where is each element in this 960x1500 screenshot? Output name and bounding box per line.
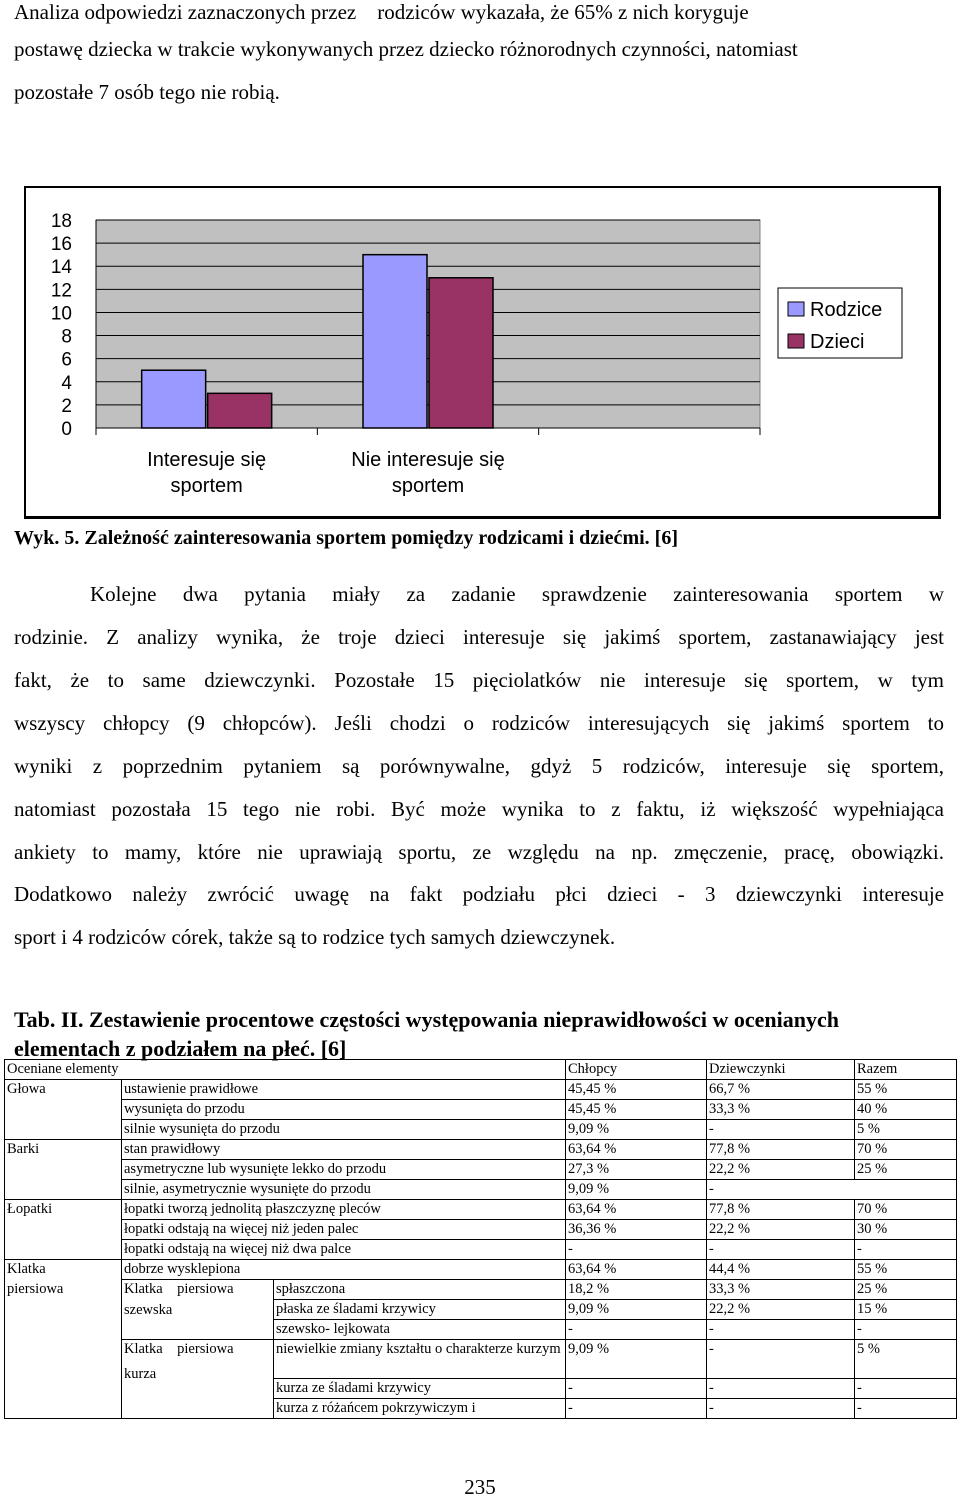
table-row [5,1080,957,1100]
row-desc: wysunięta do przodu [122,1100,566,1120]
row-girls: 22,2 % [707,1160,855,1180]
row-girls: 77,8 % [707,1200,855,1220]
header-total: Razem [855,1060,957,1080]
body-line: ankiety to mamy, które nie uprawiają sportu, ze względu na np. zmęczenie, pracę, obowiązki. [14,840,944,864]
y-tick-label: 10 [50,303,72,325]
row-boys: - [566,1379,707,1399]
table-title [14,1005,944,1063]
intro-line-1 [14,0,944,25]
subgroup-pigeon-line-2: kurza [124,1366,157,1382]
intro-line-2: postawę dziecka w trakcie wykonywanych przez dziecko różnorodnych czynności, natomiast [14,37,798,61]
row-total: 25 % [855,1160,957,1180]
row-boys: - [566,1399,707,1419]
row-boys: 36,36 % [566,1220,707,1240]
x-category-label: sportem [170,475,243,497]
row-boys: 9,09 % [566,1340,707,1379]
body-line: Dodatkowo należy zwrócić uwagę na fakt podziału płci dzieci - 3 dziewczynki interesuje [14,882,944,906]
row-boys: 45,45 % [566,1100,707,1120]
y-tick-label: 4 [61,372,72,394]
row-desc: asymetryczne lub wysunięte lekko do przodu [122,1160,566,1180]
y-tick-label: 14 [50,257,72,279]
bar-rodzice [142,370,206,428]
body-line: wszyscy chłopcy (9 chłopców). Jeśli chodzi o rodziców interesujących się jakimś sportem to [14,711,944,735]
header-elements: Oceniane elementy [5,1060,566,1080]
row-desc: ustawienie prawidłowe [122,1080,566,1100]
page-number: 235 [464,1475,496,1499]
row-girls: 22,2 % [707,1300,855,1320]
intro-line-1-part-a: Analiza odpowiedzi zaznaczonych przez [14,0,357,24]
row-girls: - [707,1120,855,1140]
body-line: wyniki z poprzednim pytaniem są porównywalne, gdyż 5 rodziców, interesuje się sportem, [14,754,944,778]
row-desc: łopatki odstają na więcej niż jeden palec [122,1220,566,1240]
row-desc: dobrze wysklepiona [122,1260,566,1280]
y-tick-label: 18 [50,211,72,232]
subgroup-pigeon-chest [122,1340,274,1419]
row-total: 5 % [855,1340,957,1379]
row-girls: 33,3 % [707,1280,855,1300]
table-header-row [5,1060,957,1080]
bar-chart [26,188,936,514]
row-desc: silnie wysunięta do przodu [122,1120,566,1140]
body-line: fakt, że to same dziewczynki. Pozostałe 15 pięciolatków nie interesuje się sportem, w tym [14,668,944,692]
row-girls: - [707,1180,957,1200]
table-row [5,1280,957,1300]
y-tick-label: 2 [61,395,72,417]
intro-line-1-part-b: rodziców wykazała, że 65% z nich koryguje [377,0,749,24]
table-row [5,1180,957,1200]
row-girls: - [707,1340,855,1379]
row-boys: 9,09 % [566,1300,707,1320]
row-girls: 44,4 % [707,1260,855,1280]
row-total: 70 % [855,1200,957,1220]
table-row [5,1220,957,1240]
body-line: rodzinie. Z analizy wynika, że troje dzieci interesuje się jakimś sportem, zastanawiający jest [14,625,944,649]
row-desc: szewsko- lejkowata [274,1320,566,1340]
row-desc: spłaszczona [274,1280,566,1300]
row-total: 55 % [855,1080,957,1100]
table-row [5,1340,957,1379]
row-girls: 33,3 % [707,1100,855,1120]
row-total: 30 % [855,1220,957,1240]
group-chest [5,1260,122,1419]
group-chest-line-2: piersiowa [7,1281,64,1297]
y-tick-label: 12 [50,280,72,302]
subgroup-cobbler-line-1: Klatka piersiowa [124,1281,234,1297]
table-row [5,1100,957,1120]
row-boys: 63,64 % [566,1260,707,1280]
row-total: - [855,1240,957,1260]
row-total: 25 % [855,1280,957,1300]
row-desc: kurza ze śladami krzywicy [274,1379,566,1399]
row-girls: - [707,1399,855,1419]
subgroup-cobbler-chest [122,1280,274,1340]
row-boys: 63,64 % [566,1200,707,1220]
group-scapulae: Łopatki [5,1200,122,1260]
y-tick-label: 6 [61,349,72,371]
body-line: Kolejne dwa pytania miały za zadanie sprawdzenie zainteresowania sportem w [90,582,944,606]
header-girls: Dziewczynki [707,1060,855,1080]
bar-dzieci [208,393,272,428]
body-line: sport i 4 rodziców córek, także są to rodzice tych samych dziewczynek. [14,925,616,949]
row-desc: niewielkie zmiany kształtu o charakterze kurzym [274,1340,566,1379]
row-total: 5 % [855,1120,957,1140]
row-total: - [855,1399,957,1419]
body-line: natomiast pozostała 15 tego nie robi. Być może wynika to z faktu, iż większość wypełniająca [14,797,944,821]
table-title-line-1: Tab. II. Zestawienie procentowe częstości występowania nieprawidłowości w ocenianych [14,1007,839,1032]
row-desc: kurza z różańcem pokrzywiczym i [274,1399,566,1419]
row-girls: 66,7 % [707,1080,855,1100]
row-total: - [855,1379,957,1399]
legend-label-rodzice: Rodzice [810,299,883,321]
y-tick-label: 0 [61,419,72,440]
row-desc: płaska ze śladami krzywicy [274,1300,566,1320]
row-boys: 9,09 % [566,1180,707,1200]
row-desc: łopatki odstają na więcej niż dwa palce [122,1240,566,1260]
results-table [4,1059,957,1419]
row-boys: - [566,1240,707,1260]
subgroup-cobbler-line-2: szewska [124,1302,173,1318]
row-total: 55 % [855,1260,957,1280]
y-tick-label: 8 [61,326,72,348]
bar-rodzice [363,255,427,428]
x-category-label: sportem [391,475,465,497]
row-total: 70 % [855,1140,957,1160]
group-shoulders: Barki [5,1140,122,1200]
table-row [5,1260,957,1280]
row-boys: 27,3 % [566,1160,707,1180]
chart-caption: Wyk. 5. Zależność zainteresowania sportem pomiędzy rodzicami i dziećmi. [6] [14,527,678,549]
y-tick-label: 16 [50,234,72,256]
row-boys: 63,64 % [566,1140,707,1160]
row-girls: 77,8 % [707,1140,855,1160]
table-row [5,1140,957,1160]
table-title-line-2: elementach z podziałem na płeć. [6] [14,1036,347,1061]
row-desc: stan prawidłowy [122,1140,566,1160]
table-row [5,1200,957,1220]
row-boys: 9,09 % [566,1120,707,1140]
row-total: 40 % [855,1100,957,1120]
header-boys: Chłopcy [566,1060,707,1080]
row-total: 15 % [855,1300,957,1320]
row-total: - [855,1320,957,1340]
row-boys: - [566,1320,707,1340]
x-category-label: Nie interesuje się [351,449,505,471]
x-category-label: Interesuje się [147,449,267,471]
chart-frame [24,186,941,519]
table-row [5,1160,957,1180]
table-row [5,1120,957,1140]
row-boys: 18,2 % [566,1280,707,1300]
intro-line-3: pozostałe 7 osób tego nie robią. [14,80,280,104]
table-row [5,1240,957,1260]
row-boys: 45,45 % [566,1080,707,1100]
row-desc: łopatki tworzą jednolitą płaszczyznę pleców [122,1200,566,1220]
row-girls: - [707,1379,855,1399]
subgroup-pigeon-line-1: Klatka piersiowa [124,1341,234,1357]
legend-label-dzieci: Dzieci [810,331,865,353]
row-girls: - [707,1320,855,1340]
group-chest-line-1: Klatka [7,1261,46,1277]
row-girls: - [707,1240,855,1260]
bar-dzieci [429,278,493,428]
legend-swatch-rodzice [788,302,804,316]
group-head: Głowa [5,1080,122,1140]
row-desc: silnie, asymetrycznie wysunięte do przodu [122,1180,566,1200]
row-girls: 22,2 % [707,1220,855,1240]
legend-swatch-dzieci [788,334,804,348]
